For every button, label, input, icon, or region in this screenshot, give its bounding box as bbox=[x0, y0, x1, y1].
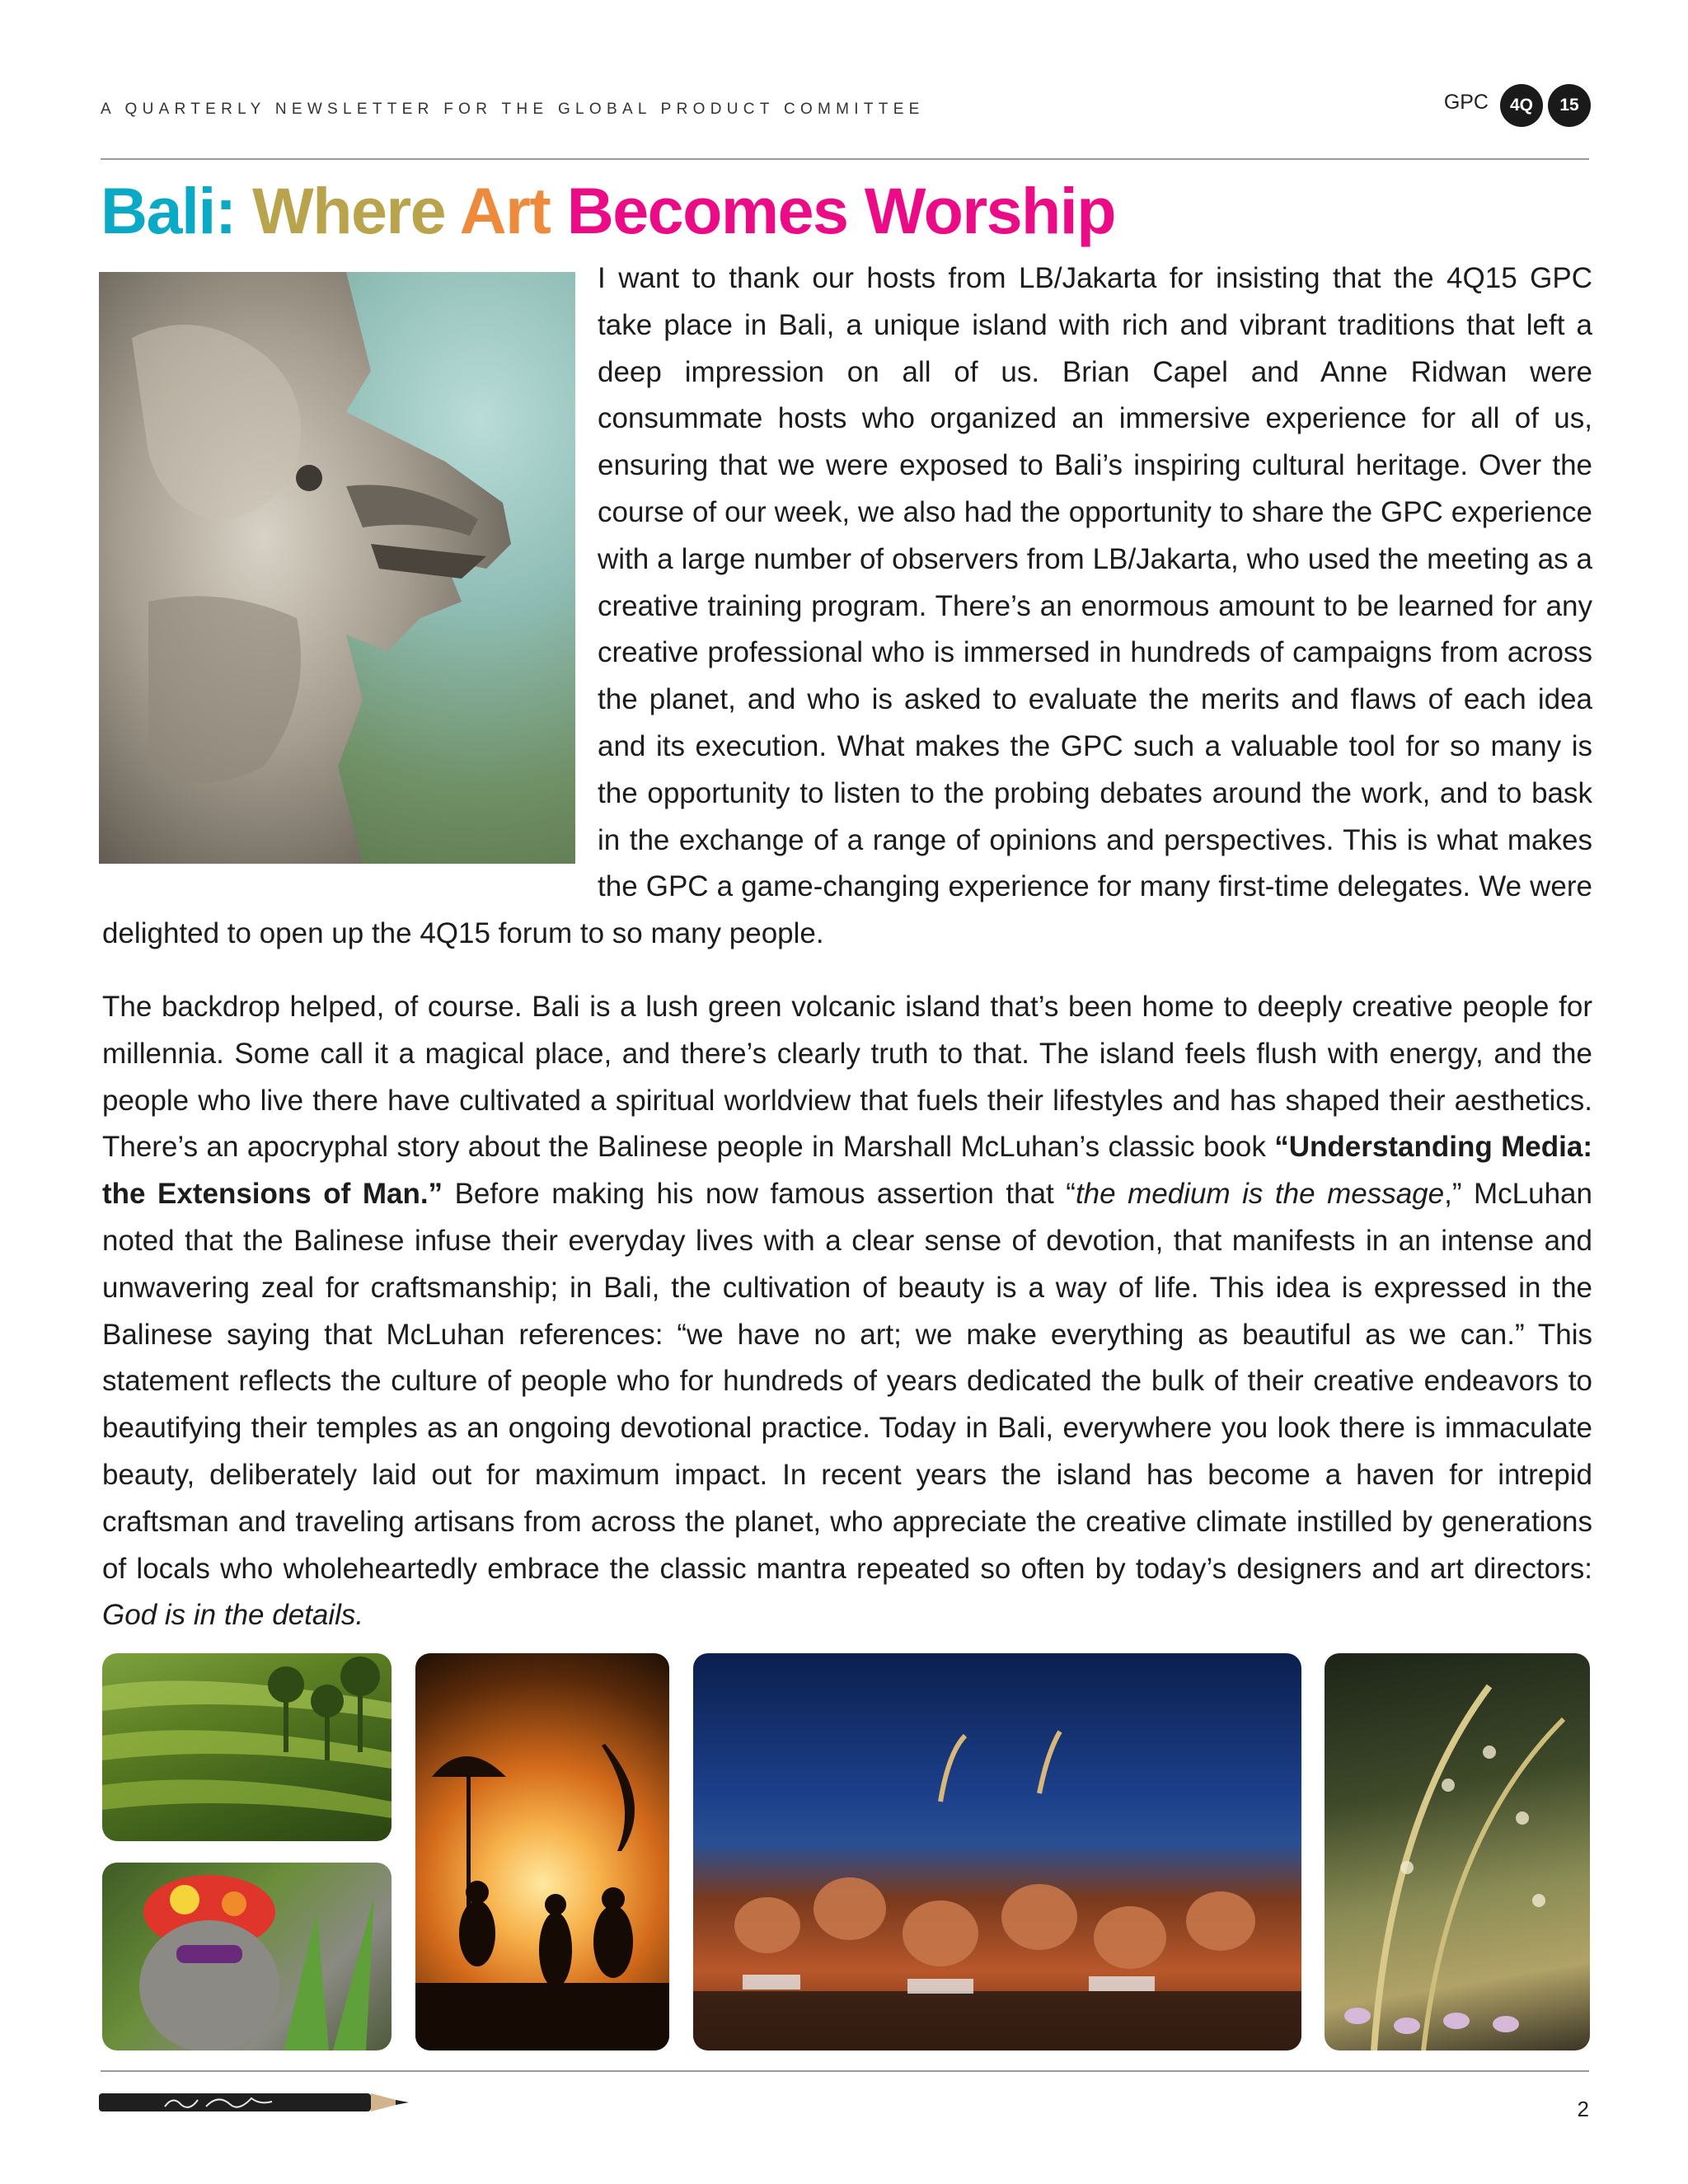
body-text-1: The backdrop helped, of course. Bali is a lush green volcanic island that’s been home to deeply creative people for millennia. Some call it a magical place, and there’s clearly truth to that. The island feels flush with energy, and the people who live there have cultivated a spiritual worldview that fuels their lifestyles and has shaped their aesthetics. There’s an apocryphal story about the Balinese people in Marshall McLuhan’s classic book bbox=[102, 991, 1592, 1164]
body-text-2: Before making his now famous assertion that “ bbox=[443, 1178, 1076, 1211]
closing-mantra: God is in the details. bbox=[102, 1599, 364, 1632]
mcluhan-quote: the medium is the message bbox=[1075, 1178, 1445, 1211]
footer-divider bbox=[101, 2070, 1589, 2072]
page-number: 2 bbox=[1577, 2097, 1589, 2121]
body-text-3: ,” McLuhan noted that the Balinese infuse their everyday lives with a clear sense of devotion, that manifests in an intense and unwavering zeal for craftsmanship; in Bali, the cultivation of beauty is a way of life. This idea is expressed in the Balinese saying that McLuhan references: “we have no art; we make everything as beautiful as we can.” This statement reflects the culture of people who for hundreds of years dedicated the bulk of their creative endeavors to beautifying their temples as an ongoing devotional practice. Today in Bali, everywhere you look there is immaculate beauty, deliberately laid out for maximum impact. In recent years the island has become a haven for intrepid craftsman and traveling artisans from across the planet, who appreciate the creative climate instilled by generations of locals who wholeheartedly embrace the classic mantra repeated so often by today’s designers and art directors: bbox=[102, 1178, 1592, 1585]
article-title bbox=[101, 173, 1115, 249]
gpc-label: GPC bbox=[1443, 90, 1489, 114]
header-divider bbox=[101, 158, 1589, 160]
title-where: Where bbox=[252, 174, 446, 247]
photo-penjor-decorations bbox=[1325, 1653, 1590, 2050]
book-title: “Understanding Media: the Extensions of Man.” bbox=[102, 1131, 1592, 1211]
issue-badges bbox=[1444, 84, 1591, 127]
photo-sunset-silhouettes bbox=[415, 1653, 669, 2050]
year-badge: 15 bbox=[1548, 84, 1591, 127]
intro-paragraph bbox=[102, 255, 1592, 958]
photo-flowered-statue bbox=[102, 1863, 392, 2050]
title-bali: Bali: bbox=[101, 174, 236, 247]
photo-rice-terraces bbox=[102, 1653, 392, 1841]
newsletter-tagline: A QUARTERLY NEWSLETTER FOR THE GLOBAL PRODUCT COMMITTEE bbox=[101, 101, 925, 118]
leo-burnett-pencil-logo bbox=[99, 2087, 412, 2120]
title-becomes-worship: Becomes Worship bbox=[566, 174, 1115, 247]
quarter-badge: 4Q bbox=[1500, 84, 1543, 127]
title-art: Art bbox=[459, 174, 551, 247]
intro-paragraph-text: I want to thank our hosts from LB/Jakarta for insisting that the 4Q15 GPC take place in Bali, a unique island with rich and vibrant traditions that left a deep impression on all of us. Brian Capel and Anne Ridwan were consummate hosts who organized an immersive experience for all of us, ensuring that we were exposed to Bali’s inspiring cultural heritage. Over the course of our week, we also had the opportunity to share the GPC experience with a large number of observers from LB/Jakarta, who used the meeting as a creative training program. There’s an enormous amount to be learned for any creative professional who is immersed in hundreds of campaigns from across the planet, and who is asked to evaluate the merits and flaws of each idea and its execution. What makes the GPC such a valuable tool for so many is the opportunity to listen to the probing debates around the work, and to bask in the exchange of a range of opinions and perspectives. This is what makes the GPC a game-changing experience for many first-time delegates. We were delighted to open up the 4Q15 forum to so many people. bbox=[102, 262, 1592, 950]
body-paragraph bbox=[102, 984, 1592, 1639]
photo-kecak-dance bbox=[693, 1653, 1301, 2050]
